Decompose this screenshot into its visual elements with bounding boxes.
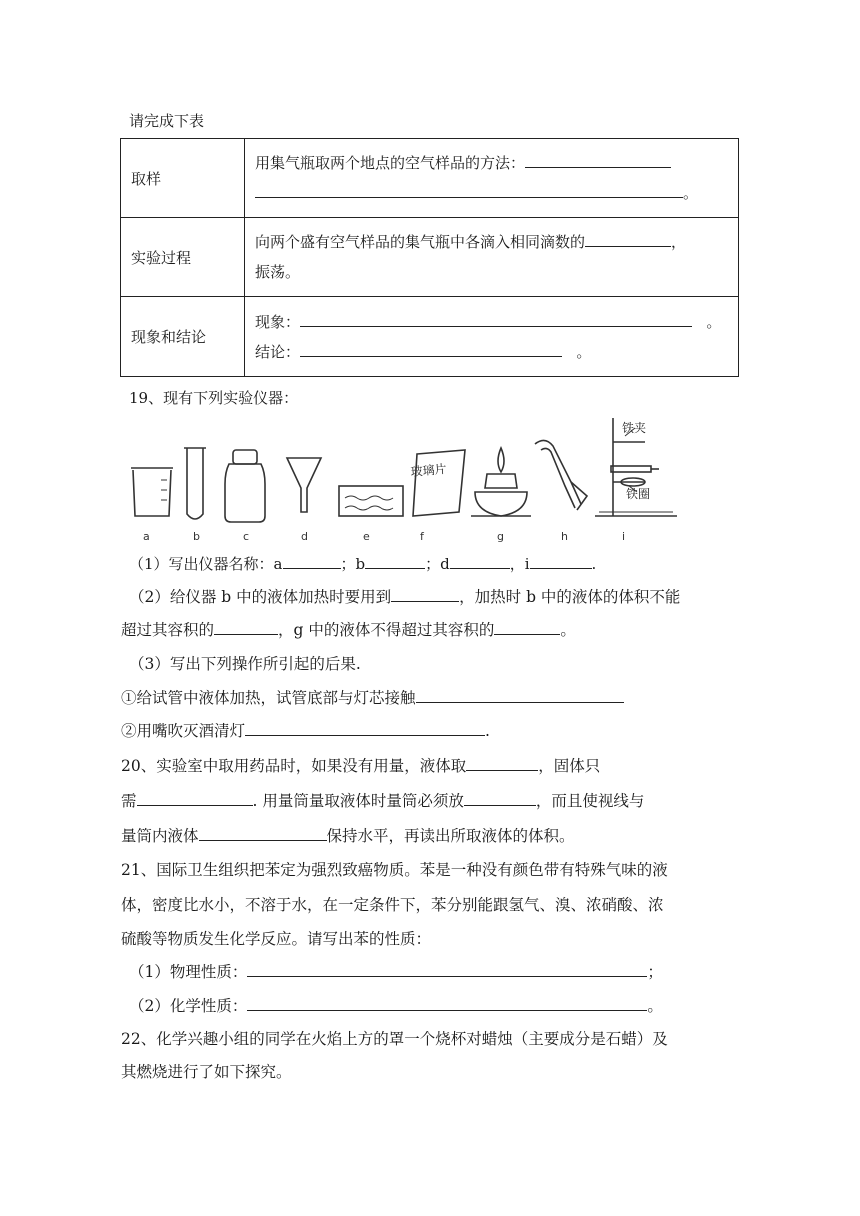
row-label: 取样 xyxy=(121,139,245,218)
sampling-table xyxy=(120,138,739,377)
answer-blank[interactable] xyxy=(525,153,671,168)
answer-blank[interactable] xyxy=(214,620,278,635)
answer-blank[interactable] xyxy=(416,688,624,703)
q19-part3-item1: ①给试管中液体加热，试管底部与灯芯接触 xyxy=(121,688,624,708)
q21-line1: 21、国际卫生组织把苯定为强烈致癌物质。苯是一种没有颜色带有特殊气味的液 xyxy=(121,861,668,879)
iron-clamp-label: 铁夹 xyxy=(622,421,647,435)
q21-answer1: （1）物理性质： ； xyxy=(129,963,663,981)
letter-e: e xyxy=(363,530,370,543)
trough-icon xyxy=(339,486,403,516)
q19-title: 19、现有下列实验仪器： xyxy=(129,389,299,407)
q22-line2: 其燃烧进行了如下探究。 xyxy=(121,1063,292,1081)
table-row xyxy=(121,297,739,377)
q22-line1: 22、化学兴趣小组的同学在火焰上方的罩一个烧杯对蜡烛（主要成分是石蜡）及 xyxy=(121,1030,668,1048)
answer-blank[interactable] xyxy=(137,791,253,806)
answer-blank[interactable] xyxy=(255,183,683,198)
answer-blank[interactable] xyxy=(391,587,459,602)
answer-blank[interactable] xyxy=(530,554,592,569)
answer-blank[interactable] xyxy=(283,554,341,569)
q19-part2-line2: 超过其容积的 ，g 中的液体不得超过其容积的 。 xyxy=(121,621,576,639)
test-tube-icon xyxy=(184,448,206,519)
letter-f: f xyxy=(420,530,424,543)
q19-part2-line1: （2）给仪器 b 中的液体加热时要用到 ，加热时 b 中的液体的体积不能 xyxy=(129,588,681,606)
answer-blank[interactable] xyxy=(450,554,510,569)
gas-bottle-icon xyxy=(225,450,265,522)
q21-answer2: （2）化学性质： 。 xyxy=(129,997,663,1015)
q19-part3-title: （3）写出下列操作所引起的后果. xyxy=(129,655,361,673)
apparatus-figure xyxy=(125,412,685,532)
row-label: 实验过程 xyxy=(121,218,245,297)
q21-line2: 体，密度比水小，不溶于水，在一定条件下，苯分别能跟氢气、溴、浓硝酸、浓 xyxy=(121,896,664,914)
table-row xyxy=(121,139,739,218)
bent-tube-icon xyxy=(535,440,587,510)
glass-plate-label: 玻璃片 xyxy=(410,461,448,479)
answer-blank[interactable] xyxy=(585,232,671,247)
q21-line3: 硫酸等物质发生化学反应。请写出苯的性质： xyxy=(121,930,432,948)
answer-blank[interactable] xyxy=(245,721,485,736)
letter-b: b xyxy=(193,530,200,543)
iron-ring-label: 铁圈 xyxy=(626,487,651,501)
q20-line3: 量筒内液体 保持水平，再读出所取液体的体积。 xyxy=(121,827,575,845)
glass-plate-icon xyxy=(413,450,465,516)
q19-part1: （1）写出仪器名称：a ；b ；d ，i . xyxy=(129,555,597,573)
conclusion-blank[interactable] xyxy=(300,342,562,357)
beaker-icon xyxy=(131,468,173,516)
q20-line1: 20、实验室中取用药品时，如果没有用量，液体取 ，固体只 xyxy=(121,757,601,775)
letter-i: i xyxy=(622,530,626,543)
answer-blank[interactable] xyxy=(464,791,536,806)
row-content: 用集气瓶取两个地点的空气样品的方法： 。 xyxy=(245,139,739,218)
letter-g: g xyxy=(497,530,504,543)
intro-text: 请完成下表 xyxy=(129,112,205,130)
phenomenon-blank[interactable] xyxy=(300,312,692,327)
answer-blank[interactable] xyxy=(466,756,538,771)
letter-c: c xyxy=(243,530,250,543)
letter-a: a xyxy=(143,530,150,543)
row-label: 现象和结论 xyxy=(121,297,245,377)
letter-d: d xyxy=(301,530,308,543)
answer-blank[interactable] xyxy=(494,620,560,635)
q20-line2: 需 . 用量筒量取液体时量筒必须放 ，而且使视线与 xyxy=(121,792,645,810)
funnel-icon xyxy=(287,458,321,512)
row-content: 向两个盛有空气样品的集气瓶中各滴入相同滴数的 ， 振荡。 xyxy=(245,218,739,297)
answer-blank[interactable] xyxy=(247,996,647,1011)
answer-blank[interactable] xyxy=(247,962,647,977)
answer-blank[interactable] xyxy=(365,554,425,569)
answer-blank[interactable] xyxy=(199,826,327,841)
alcohol-lamp-icon xyxy=(471,448,531,516)
q19-part3-item2: ②用嘴吹灭酒清灯 . xyxy=(121,722,490,740)
letter-h: h xyxy=(561,530,568,543)
row-content: 现象： 。 结论： 。 xyxy=(245,297,739,377)
table-row xyxy=(121,218,739,297)
